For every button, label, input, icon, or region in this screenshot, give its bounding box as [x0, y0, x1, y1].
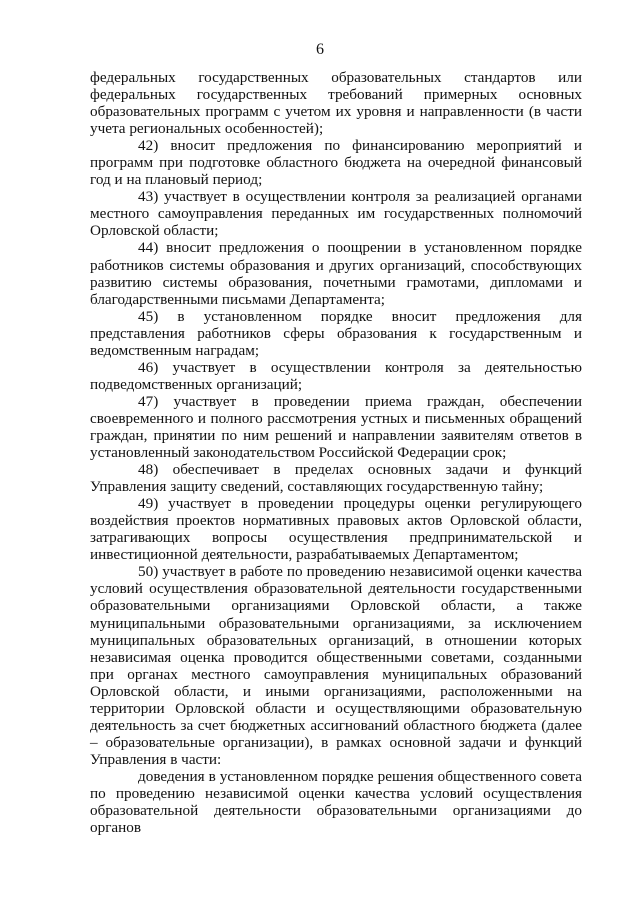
paragraph-item-45: 45) в установленном порядке вносит предложения для представления работников сферы образования к государственным и ведомственным наградам; — [90, 307, 582, 359]
paragraph-item-48: 48) обеспечивает в пределах основных задачи и функций Управления защиту сведений, составляющих государственную тайну; — [90, 461, 582, 496]
paragraph-item-43: 43) участвует в осуществлении контроля за реализацией органами местного самоуправления переданных им государственных полномочий Орловской области; — [90, 188, 582, 240]
paragraph-subitem: доведения в установленном порядке решения общественного совета по проведению независимой оценки качества условий осуществления образовательной деятельности образовательными организациями до органов — [90, 767, 582, 837]
paragraph-item-46: 46) участвует в осуществлении контроля за деятельностью подведомственных организаций; — [90, 358, 582, 393]
paragraph-item-49: 49) участвует в проведении процедуры оценки регулирующего воздействия проектов нормативных правовых актов Орловской области, затрагивающих вопросы осуществления предпринимательской и инвестиционной деятельности, разрабатываемых Департаментом; — [90, 495, 582, 564]
paragraph-item-47: 47) участвует в проведении приема граждан, обеспечении своевременного и полного рассмотрения устных и письменных обращений граждан, принятии по ним решений и направлении заявителям ответов в установленный законодательством Российской Федерации срок; — [90, 392, 582, 462]
paragraph-continuation: федеральных государственных образовательных стандартов или федеральных государственных требований примерных основных образовательных программ с учетом их уровня и направленности (в части учета региональных особенностей); — [90, 69, 582, 138]
paragraph-item-42: 42) вносит предложения по финансированию мероприятий и программ при подготовке областного бюджета на очередной финансовый год и на плановый период; — [90, 137, 582, 189]
page-number: 6 — [316, 41, 324, 58]
paragraph-item-50: 50) участвует в работе по проведению независимой оценки качества условий осуществления образовательной деятельности государственными образовательными организациями Орловской области, а также муниципальными образовательными организациями, за исключением муниципальных образовательных организаций, в отношении которых независимая оценка проводится общественными советами, созданными при органах местного самоуправления муниципальных образований Орловской области, и иными организациями, расположенными на территории Орловской области и осуществляющими образовательную деятельность за счет бюджетных ассигнований областного бюджета (далее – образовательные организации), в рамках основной задачи и функций Управления в части: — [90, 563, 582, 768]
paragraph-item-44: 44) вносит предложения о поощрении в установленном порядке работников системы образования и других организаций, способствующих развитию системы образования, почетными грамотами, дипломами и благодарственными письмами Департамента; — [90, 239, 582, 308]
document-body — [90, 69, 582, 836]
